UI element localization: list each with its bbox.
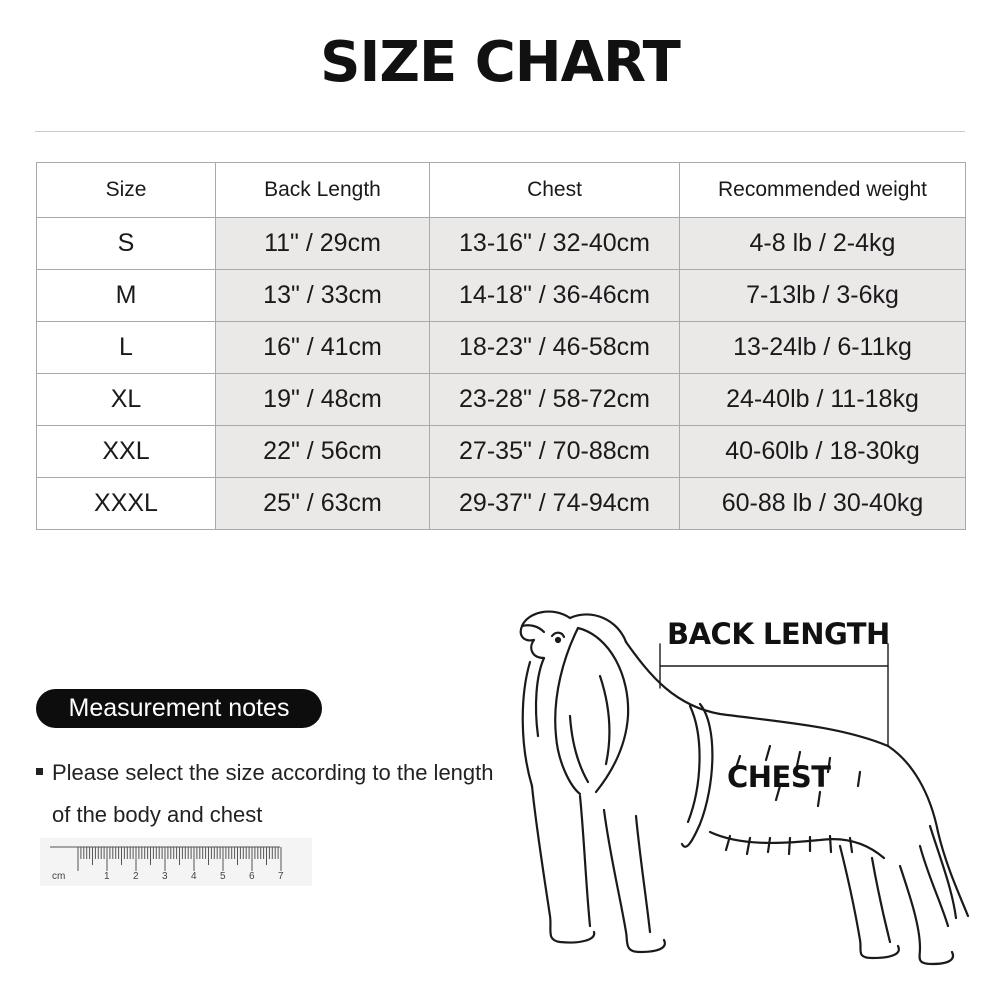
ruler-unit-label: cm bbox=[52, 871, 66, 882]
back-length-cell: 25" / 63cm bbox=[216, 478, 430, 530]
chest-cell: 13-16" / 32-40cm bbox=[430, 218, 680, 270]
header-chest: Chest bbox=[430, 163, 680, 218]
size-cell: XL bbox=[37, 374, 216, 426]
chest-cell: 14-18" / 36-46cm bbox=[430, 270, 680, 322]
size-cell: L bbox=[37, 322, 216, 374]
note-line-1: Please select the size according to the length bbox=[52, 760, 494, 785]
back-length-cell: 19" / 48cm bbox=[216, 374, 430, 426]
back-length-cell: 11" / 29cm bbox=[216, 218, 430, 270]
ruler-image bbox=[40, 838, 312, 886]
ruler-icon bbox=[40, 838, 312, 886]
ruler-number: 5 bbox=[220, 871, 226, 882]
ruler-number: 4 bbox=[191, 871, 197, 882]
page-title: SIZE CHART bbox=[320, 30, 680, 95]
size-cell: S bbox=[37, 218, 216, 270]
ruler-number: 3 bbox=[162, 871, 168, 882]
weight-cell: 60-88 lb / 30-40kg bbox=[680, 478, 966, 530]
weight-cell: 13-24lb / 6-11kg bbox=[680, 322, 966, 374]
table-row bbox=[37, 426, 966, 478]
table-row bbox=[37, 270, 966, 322]
table-header-row bbox=[37, 163, 966, 218]
table-row bbox=[37, 478, 966, 530]
measurement-notes-badge: Measurement notes bbox=[36, 689, 322, 728]
ruler-number: 1 bbox=[104, 871, 110, 882]
size-table bbox=[36, 162, 966, 530]
table-row bbox=[37, 374, 966, 426]
chest-label: CHEST bbox=[727, 760, 831, 794]
table-row bbox=[37, 322, 966, 374]
header-back-length: Back Length bbox=[216, 163, 430, 218]
note-line-2: of the body and chest bbox=[52, 802, 263, 827]
weight-cell: 24-40lb / 11-18kg bbox=[680, 374, 966, 426]
ruler-number: 2 bbox=[133, 871, 139, 882]
back-length-cell: 22" / 56cm bbox=[216, 426, 430, 478]
chest-cell: 27-35" / 70-88cm bbox=[430, 426, 680, 478]
weight-cell: 4-8 lb / 2-4kg bbox=[680, 218, 966, 270]
weight-cell: 7-13lb / 3-6kg bbox=[680, 270, 966, 322]
bullet-icon bbox=[36, 768, 43, 775]
size-cell: XXL bbox=[37, 426, 216, 478]
size-cell: M bbox=[37, 270, 216, 322]
header-size: Size bbox=[37, 163, 216, 218]
chest-cell: 23-28" / 58-72cm bbox=[430, 374, 680, 426]
title-divider bbox=[35, 131, 965, 132]
chest-cell: 29-37" / 74-94cm bbox=[430, 478, 680, 530]
chest-cell: 18-23" / 46-58cm bbox=[430, 322, 680, 374]
ruler-number: 6 bbox=[249, 871, 255, 882]
back-length-label: BACK LENGTH bbox=[667, 617, 890, 651]
back-length-cell: 16" / 41cm bbox=[216, 322, 430, 374]
measurement-note bbox=[36, 752, 516, 836]
table-row bbox=[37, 218, 966, 270]
weight-cell: 40-60lb / 18-30kg bbox=[680, 426, 966, 478]
back-length-cell: 13" / 33cm bbox=[216, 270, 430, 322]
size-cell: XXXL bbox=[37, 478, 216, 530]
ruler-number: 7 bbox=[278, 871, 284, 882]
header-recommended-weight: Recommended weight bbox=[680, 163, 966, 218]
